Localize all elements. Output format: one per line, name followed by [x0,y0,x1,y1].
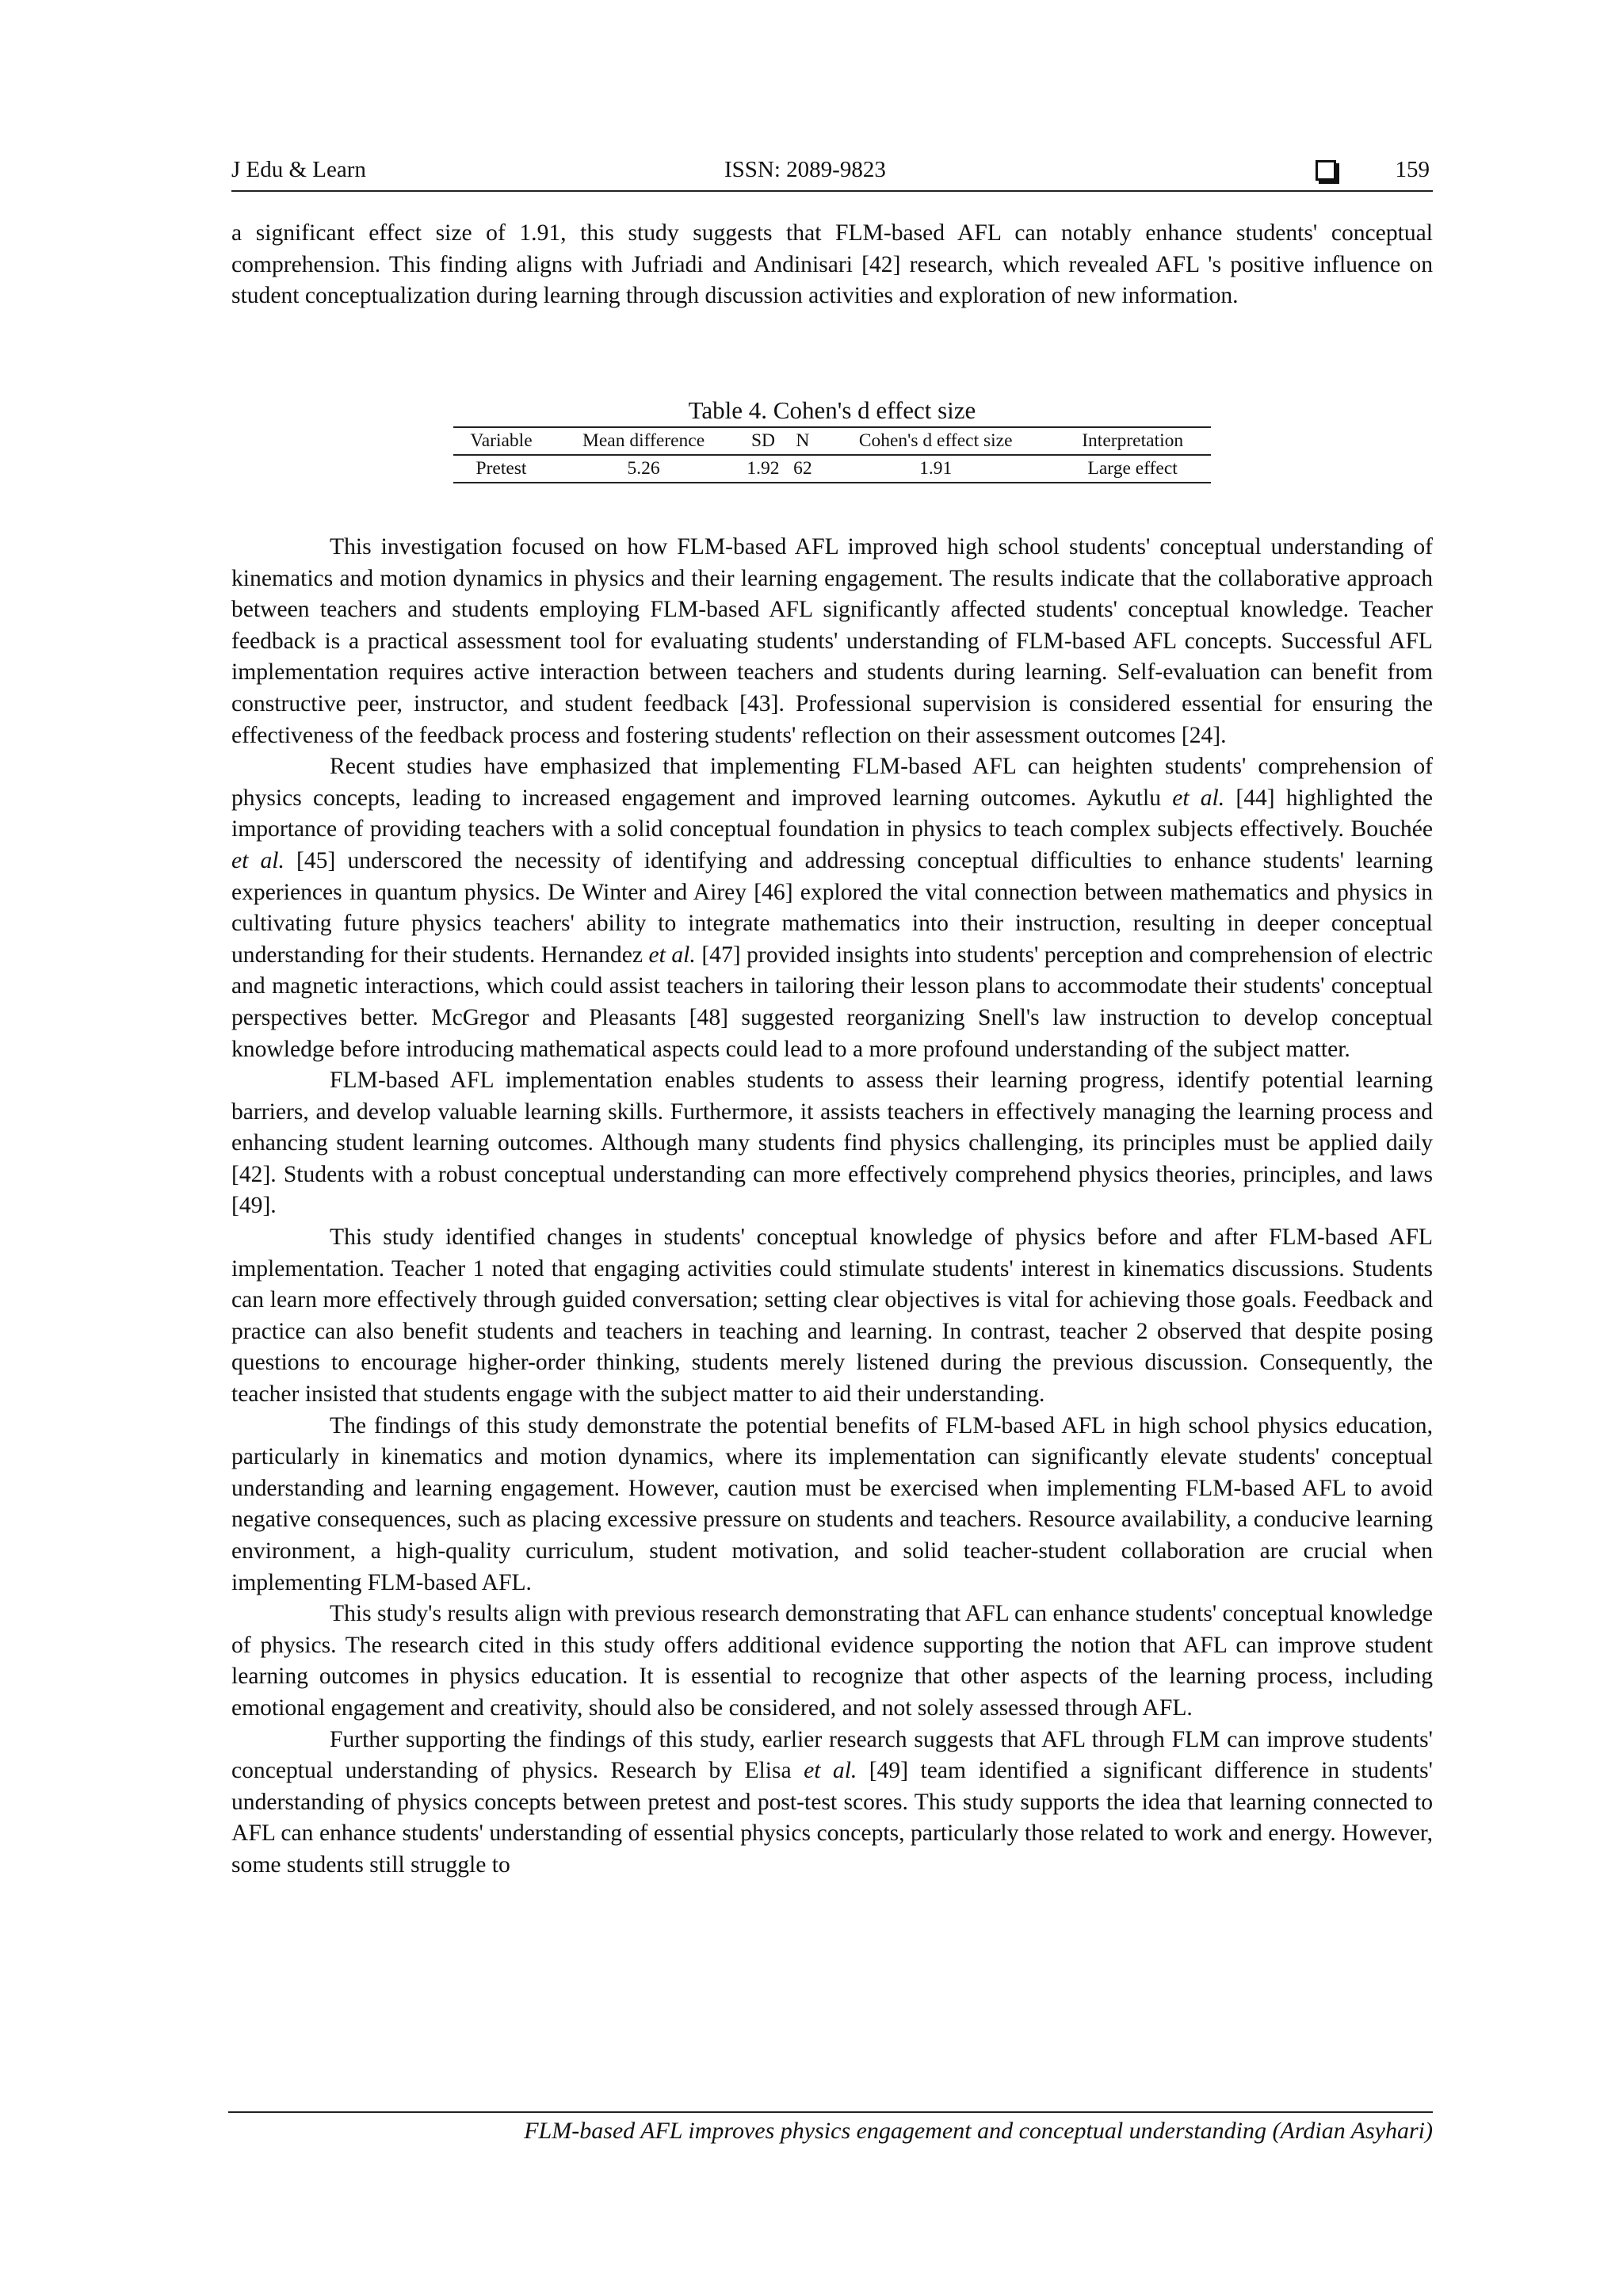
italic-text: et al. [804,1758,857,1784]
page-number: 159 [1395,157,1430,182]
table-header-cell: Mean difference [582,430,705,451]
paragraph-text: The findings of this study demonstrate the potential benefits of FLM-based AFL in high school physics education, particularly in kinematics and motion dynamics, where its implementation can significantly elevate students' conceptual understanding and learning engagement. However, caution must be exercised when implementing FLM-based AFL to avoid negative consequences, such as placing excessive pressure on students and teachers. Resource availability, a conducive learning environment, a high-quality curriculum, student motivation, and solid teacher-student collaboration are crucial when implementing FLM-based AFL. [231,1412,1433,1595]
table-row [453,455,1211,483]
paragraph-text: [44] highlighted the importance of providing teachers with a solid conceptual foundation in physics to teach complex subjects effectively. Bouchée [231,785,1433,842]
running-title: FLM-based AFL improves physics engagement and conceptual understanding (Ardian Asyhari) [524,2118,1433,2144]
issn: ISSN: 2089-9823 [724,157,886,182]
paragraph-text: FLM-based AFL implementation enables students to assess their learning progress, identify potential learning barriers, and develop valuable learning skills. Furthermore, it assists teachers in effectively managing the learning process and enhancing student learning outcomes. Although many students find physics challenging, its principles must be applied daily [42]. Students with a robust conceptual understanding can more effectively comprehend physics theories, principles, and laws [49]. [231,1068,1433,1219]
page-footer [228,2111,1433,2145]
journal-name: J Edu & Learn [231,157,366,182]
body-paragraph [231,1222,1433,1411]
body-paragraph [231,532,1433,751]
italic-text: et al. [648,942,696,968]
paragraph-text: [49] team identified a significant difference in students' understanding of physics concepts between pretest and post-test scores. This study supports the idea that learning connected to AFL can enhance students' understanding of essential physics concepts, particularly those related to work and energy. However, some students still struggle to [231,1758,1433,1878]
intro-text [231,218,1433,312]
table-header-cell: Interpretation [1082,430,1184,451]
paragraph-text: This study identified changes in students' conceptual knowledge of physics before and after FLM-based AFL implementation. Teacher 1 noted that engaging activities could stimulate students' interest in kinematics discussions. Students can learn more effectively through guided conversation; setting clear objectives is vital for achieving those goals. Feedback and practice can also benefit students and teachers in teaching and learning. In contrast, teacher 2 observed that despite posing questions to encourage higher-order thinking, students merely listened during the previous discussion. Consequently, the teacher insisted that students engage with the subject matter to aid their understanding. [231,1224,1433,1408]
body-paragraph [231,751,1433,1065]
page-header [231,157,1433,192]
table [453,426,1211,483]
table-caption: Table 4. Cohen's d effect size [688,396,976,424]
table-header-cell: N [796,430,810,451]
table-cell: Pretest [475,458,527,479]
paragraph-text: [45] underscored the necessity of identifying and addressing conceptual difficulties to enhance students' learning experiences in quantum physics. De Winter and Airey [46] explored the vital connection between mathematics and physics in cultivating future physics teachers' ability to integrate mathematics into their instruction, resulting in deeper conceptual understanding for their students. Hernandez [231,847,1433,968]
body-paragraph [231,1411,1433,1599]
paragraph-text: [47] provided insights into students' perception and comprehension of electric and magnetic interactions, which could assist teachers in tailoring their lesson plans to accommodate their students' conceptual perspectives better. McGregor and Pleasants [48] suggested reorganizing Snell's law instruction to develop conceptual knowledge before introducing mathematical aspects could lead to a more profound understanding of the subject matter. [231,942,1433,1062]
paragraph-text: Recent studies have emphasized that implementing FLM-based AFL can heighten students' comprehension of physics concepts, leading to increased engagement and improved learning outcomes. Aykutlu [231,754,1433,811]
body-paragraph [231,1725,1433,1881]
italic-text: et al. [231,847,285,873]
main-text [231,532,1433,1881]
paragraph-text: This study's results align with previous research demonstrating that AFL can enhance students' conceptual knowledge of physics. The research cited in this study offers additional evidence supporting the notion that AFL can improve student learning outcomes in physics education. It is essential to recognize that other aspects of the learning process, including emotional engagement and creativity, should also be considered, and not solely assessed through AFL. [231,1601,1433,1721]
intro-paragraph: a significant effect size of 1.91, this study suggests that FLM-based AFL can notably enhance students' conceptual comprehension. This finding aligns with Jufriadi and Andinisari [42] research, which revealed AFL 's positive influence on student conceptualization during learning through discussion activities and exploration of new information. [231,220,1433,309]
effect-size-table [453,395,1211,483]
table-cell: 1.91 [919,458,953,479]
table-cell: 5.26 [627,458,660,479]
body-paragraph [231,1065,1433,1222]
square-bullet-icon [1316,160,1336,181]
table-header-cell: SD [750,430,775,451]
table-header-row [453,427,1211,455]
table-header-cell: Variable [470,430,533,451]
body-paragraph [231,1599,1433,1724]
paragraph-text: This investigation focused on how FLM-based AFL improved high school students' conceptual understanding of kinematics and motion dynamics in physics and their learning engagement. The results indicate that the collaborative approach between teachers and students employing FLM-based AFL significantly affected students' conceptual knowledge. Teacher feedback is a practical assessment tool for evaluating students' understanding of FLM-based AFL concepts. Successful AFL implementation requires active interaction between teachers and students during learning. Self-evaluation can benefit from constructive peer, instructor, and student feedback [43]. Professional supervision is considered essential for ensuring the effectiveness of the feedback process and fostering students' reflection on their assessment outcomes [24]. [231,534,1433,748]
paragraph-text: Further supporting the findings of this study, earlier research suggests that AFL through FLM can improve students' conceptual understanding of physics. Research by Elisa [231,1726,1433,1784]
table-cell: 1.92 [747,458,780,479]
table-header-cell: Cohen's d effect size [858,430,1013,451]
italic-text: et al. [1172,785,1225,811]
table-cell: Large effect [1087,458,1178,479]
table-cell: 62 [793,458,812,479]
